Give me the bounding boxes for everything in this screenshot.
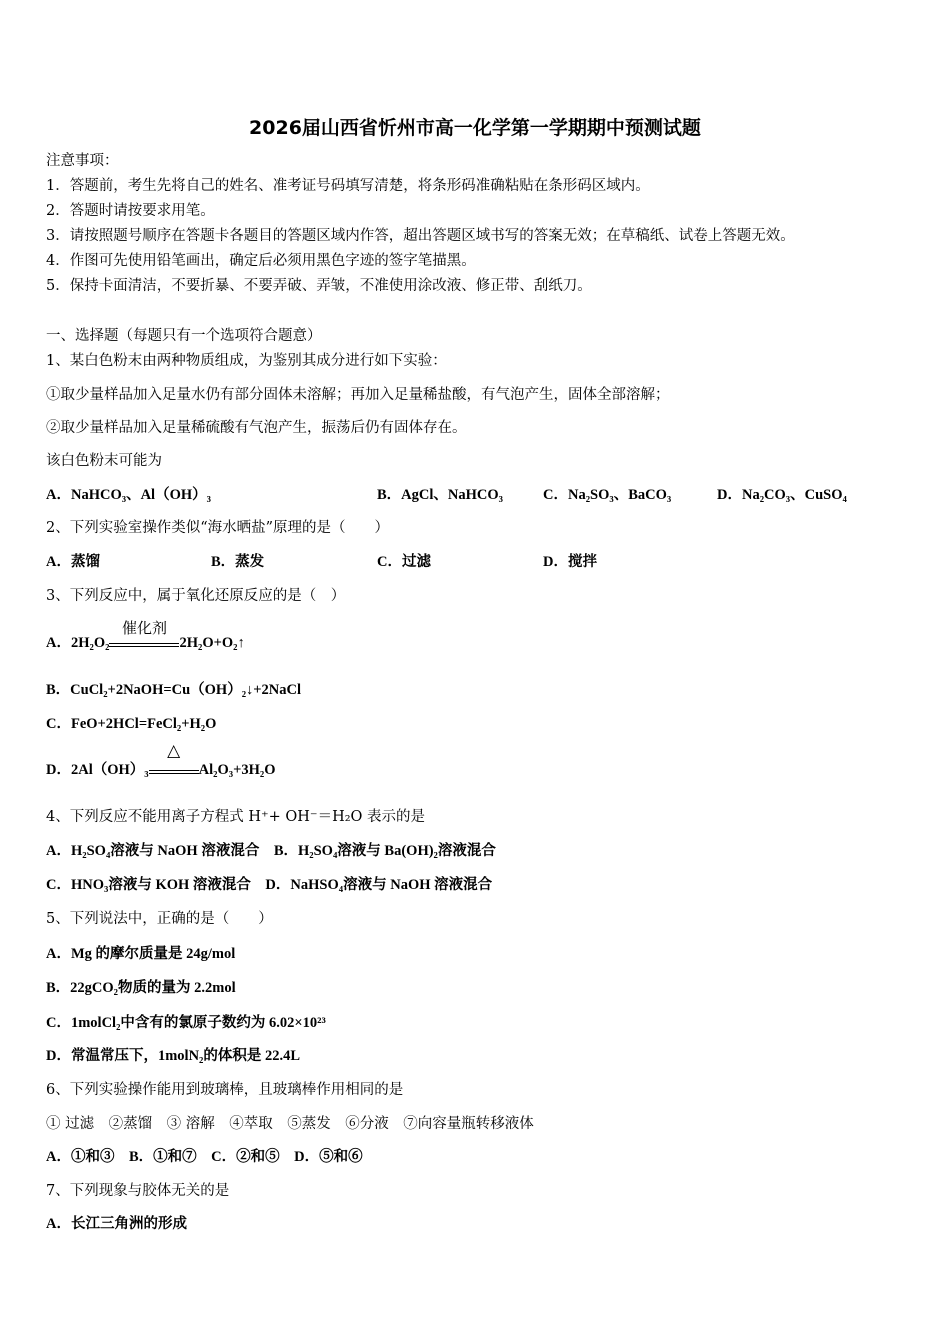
question-4-stem: 4、下列反应不能用离子方程式 H⁺+ OH⁻＝H₂O 表示的是 <box>46 809 426 825</box>
question-6-operations: ① 过滤 ②蒸馏 ③ 溶解 ④萃取 ⑤蒸发 ⑥分液 ⑦向容量瓶转移液体 <box>46 1116 534 1132</box>
reaction-condition: △ <box>167 740 181 761</box>
question-3-option-a <box>46 618 245 654</box>
notice-heading: 注意事项： <box>46 153 119 169</box>
section-heading: 一、选择题（每题只有一个选项符合题意） <box>46 328 322 344</box>
question-6-options: A．①和③ B．①和⑦ C．②和⑤ D．⑤和⑥ <box>46 1149 363 1165</box>
question-7-option-a: A．长江三角洲的形成 <box>46 1216 187 1232</box>
question-2-option-c: C．过滤 <box>377 554 431 570</box>
question-1-option-a: A．NaHCO₃、Al（OH）₃ <box>46 487 211 503</box>
notice-item: 3．请按照题号顺序在答题卡各题目的答题区域内作答，超出答题区域书写的答案无效；在草稿纸、试卷上答题无效。 <box>46 228 795 244</box>
question-1-option-c: C．Na₂SO₃、BaCO₃ <box>543 487 672 503</box>
question-7-stem: 7、下列现象与胶体无关的是 <box>46 1183 230 1199</box>
equation-left: A．2H₂O₂ <box>46 635 110 651</box>
question-1-option-d: D．Na₂CO₃、CuSO₄ <box>717 487 847 503</box>
question-3-option-c: C．FeO+2HCl=FeCl₂+H₂O <box>46 716 217 732</box>
question-5-stem: 5、下列说法中，正确的是（ ） <box>46 911 273 927</box>
question-2-option-d: D．搅拌 <box>543 554 597 570</box>
question-3-option-d <box>46 740 276 781</box>
notice-item: 2．答题时请按要求用笔。 <box>46 203 215 219</box>
question-3-stem: 3、下列反应中，属于氧化还原反应的是（ ） <box>46 588 346 604</box>
question-5-option-a: A．Mg 的摩尔质量是 24g/mol <box>46 946 236 962</box>
notice-item: 5．保持卡面清洁，不要折暴、不要弄破、弄皱，不准使用涂改液、修正带、刮纸刀。 <box>46 278 592 294</box>
reaction-arrow <box>149 740 199 781</box>
question-2-option-b: B．蒸发 <box>211 554 265 570</box>
question-1-ask: 该白色粉末可能为 <box>46 453 162 469</box>
question-5-option-c: C．1molCl₂中含有的氯原子数约为 6.02×10²³ <box>46 1015 326 1031</box>
equation-left: D．2Al（OH）₃ <box>46 762 149 778</box>
question-1-experiment-2: ②取少量样品加入足量稀硫酸有气泡产生，振荡后仍有固体存在。 <box>46 420 467 436</box>
equation-right: 2H₂O+O₂↑ <box>179 635 245 651</box>
notice-item: 4．作图可先使用铅笔画出，确定后必须用黑色字迹的签字笔描黑。 <box>46 253 476 269</box>
question-6-stem: 6、下列实验操作能用到玻璃棒，且玻璃棒作用相同的是 <box>46 1082 404 1098</box>
page-title: 2026届山西省忻州市高一化学第一学期期中预测试题 <box>249 117 701 139</box>
equation-right: Al₂O₃+3H₂O <box>198 762 276 778</box>
reaction-arrow <box>109 618 179 654</box>
question-1-option-b: B．AgCl、NaHCO₃ <box>377 487 503 503</box>
question-4-options-cd: C．HNO₃溶液与 KOH 溶液混合 D．NaHSO₄溶液与 NaOH 溶液混合 <box>46 877 493 893</box>
question-5-option-d: D．常温常压下，1molN₂的体积是 22.4L <box>46 1048 301 1064</box>
notice-item: 1．答题前，考生先将自己的姓名、准考证号码填写清楚，将条形码准确粘贴在条形码区域内。 <box>46 178 650 194</box>
question-1-stem: 1、某白色粉末由两种物质组成，为鉴别其成分进行如下实验： <box>46 353 447 369</box>
question-1-experiment-1: ①取少量样品加入足量水仍有部分固体未溶解；再加入足量稀盐酸，有气泡产生，固体全部溶解； <box>46 387 670 403</box>
question-4-options-ab: A．H₂SO₄溶液与 NaOH 溶液混合 B．H₂SO₄溶液与 Ba(OH)₂溶液混合 <box>46 843 496 859</box>
question-2-option-a: A．蒸馏 <box>46 554 100 570</box>
question-2-stem: 2、下列实验室操作类似“海水晒盐”原理的是（ ） <box>46 520 390 536</box>
reaction-condition: 催化剂 <box>121 618 167 637</box>
question-3-option-b: B．CuCl₂+2NaOH=Cu（OH）₂↓+2NaCl <box>46 682 302 698</box>
question-5-option-b: B．22gCO₂物质的量为 2.2mol <box>46 980 236 996</box>
